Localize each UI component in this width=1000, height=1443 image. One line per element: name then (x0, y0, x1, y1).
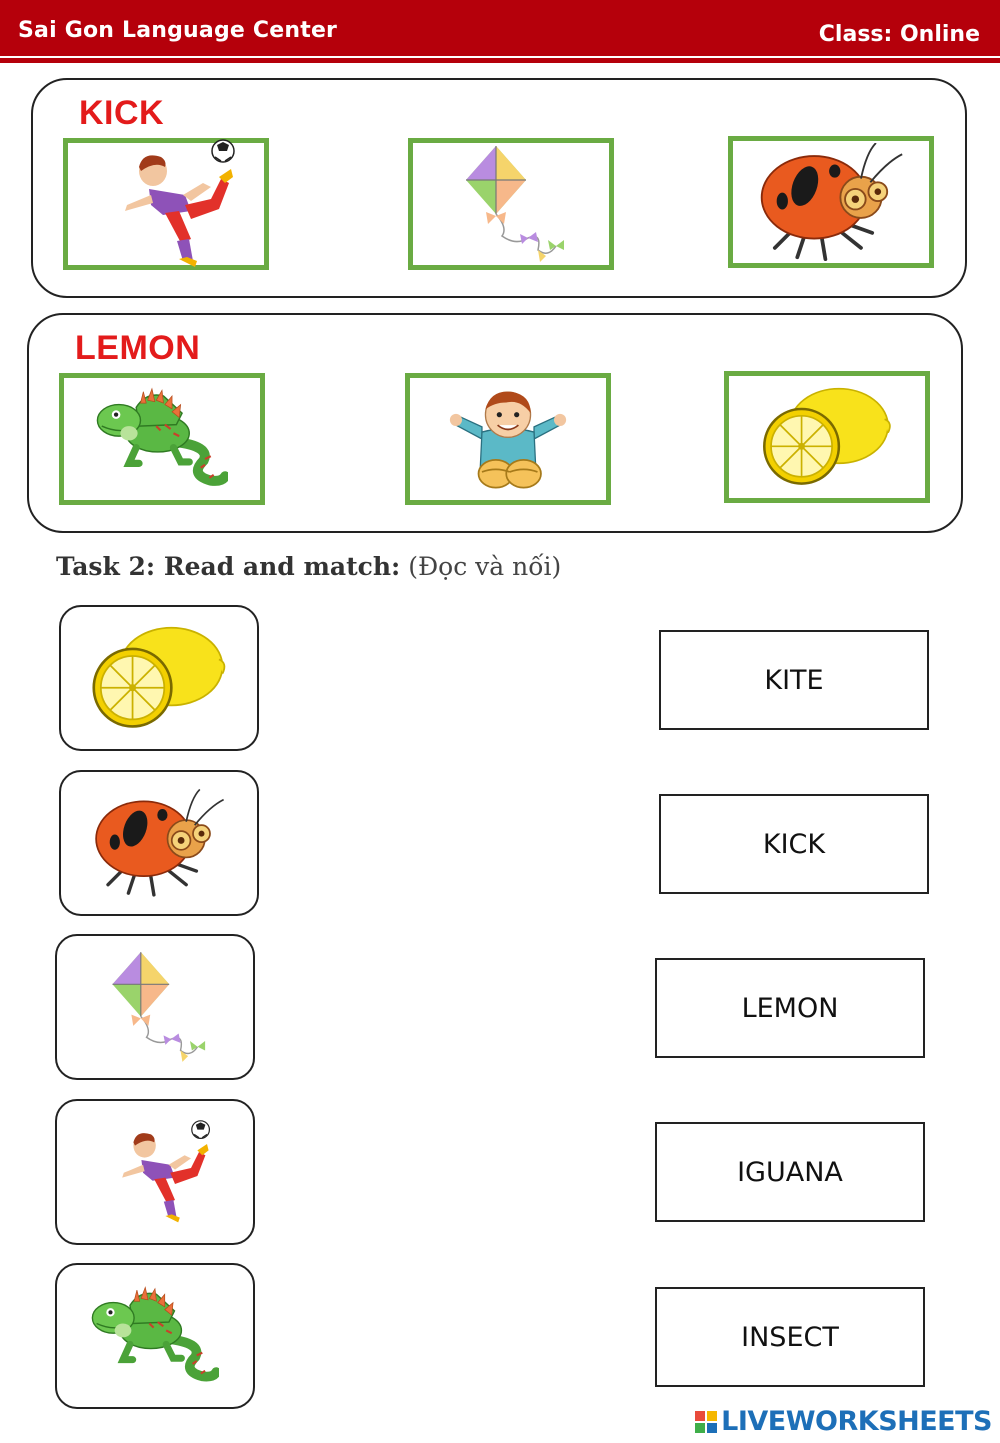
picture-option-iguana[interactable] (59, 373, 265, 505)
iguana-icon (91, 1282, 219, 1390)
kite-icon (103, 951, 207, 1063)
boy-kicking-ball-icon (91, 139, 241, 269)
match-picture-lemon[interactable] (59, 605, 259, 751)
header-bar (0, 0, 1000, 56)
liveworksheets-logo-icon (695, 1411, 717, 1433)
lemon-icon (757, 387, 897, 487)
picture-option-kite[interactable] (408, 138, 614, 270)
panel-word: KICK (79, 94, 165, 132)
match-word-iguana[interactable]: IGUANA (655, 1122, 925, 1222)
boy-jumping-icon (449, 384, 567, 494)
iguana-icon (96, 383, 228, 495)
match-picture-kite[interactable] (55, 934, 255, 1080)
lemon-icon (89, 626, 229, 730)
match-picture-iguana[interactable] (55, 1263, 255, 1409)
task2-title (56, 552, 561, 581)
footer-brand-text: LIVEWORKSHEETS (721, 1406, 992, 1437)
panel-kick (31, 78, 967, 298)
boy-kicking-ball-icon (95, 1116, 215, 1228)
header-divider (0, 58, 1000, 63)
match-picture-boy-kicking[interactable] (55, 1099, 255, 1245)
match-word-kite[interactable]: KITE (659, 630, 929, 730)
insect-icon (756, 143, 906, 261)
task2-title-translation: (Đọc và nối) (408, 552, 562, 581)
match-word-kick[interactable]: KICK (659, 794, 929, 894)
insect-icon (91, 787, 227, 899)
class-label: Class: Online (818, 22, 980, 47)
center-name: Sai Gon Language Center (18, 18, 338, 43)
match-word-lemon[interactable]: LEMON (655, 958, 925, 1058)
picture-option-insect[interactable] (728, 136, 934, 268)
match-word-insect[interactable]: INSECT (655, 1287, 925, 1387)
picture-option-lemon[interactable] (724, 371, 930, 503)
task2-title-bold: Task 2: Read and match: (56, 552, 401, 581)
match-picture-insect[interactable] (59, 770, 259, 916)
panel-lemon (27, 313, 963, 533)
picture-option-boy-kicking[interactable] (63, 138, 269, 270)
footer-brand (695, 1406, 992, 1437)
kite-icon (456, 146, 566, 262)
panel-word: LEMON (75, 329, 201, 367)
picture-option-boy-jumping[interactable] (405, 373, 611, 505)
